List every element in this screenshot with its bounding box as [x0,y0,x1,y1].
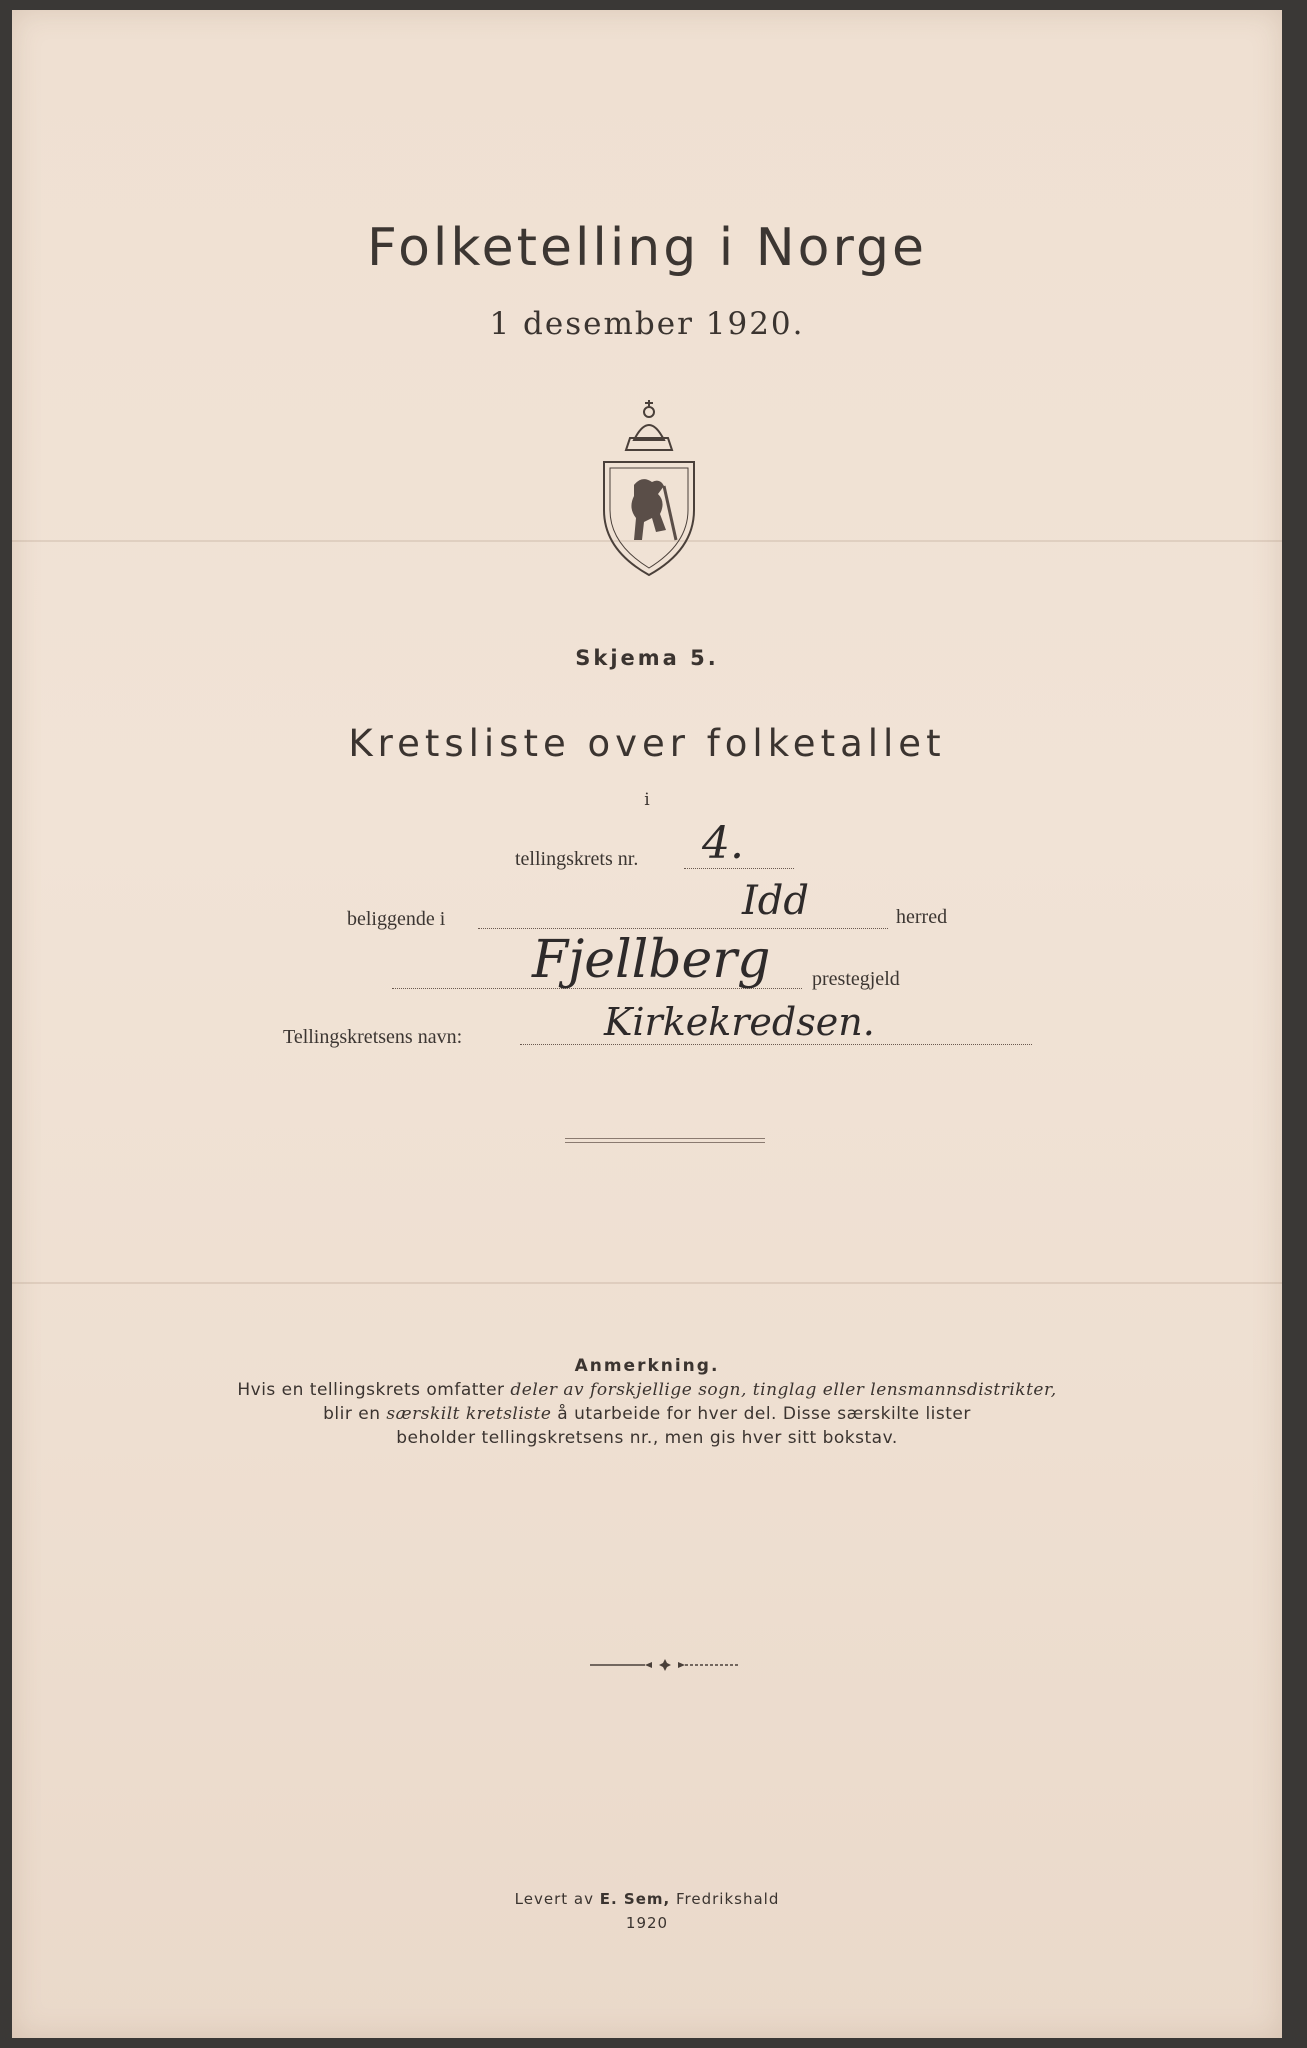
herred-label: herred [896,906,948,928]
krets-navn-label: Tellingskretsens navn: [283,1026,463,1048]
note-line-1-italic: deler av forskjellige sogn, tinglag eller lensmannsdistrikter, [510,1380,1057,1400]
note-line-2-rest: å utarbeide for hver del. Disse særskilte lister [551,1404,971,1424]
schema-label: Skjema 5. [575,646,719,670]
prestegjeld-name: Fjellberg [532,930,771,990]
krets-navn-value: Kirkekredsen. [604,1000,875,1044]
note-line-2-italic: særskilt kretsliste [386,1404,552,1424]
note-line-2-text: blir en [323,1404,387,1424]
printer-line [12,1890,1282,1908]
printer-city: Fredrikshald [670,1890,780,1908]
separator-rule [565,1142,765,1143]
printer-prefix: Levert av [514,1890,600,1908]
ornament-divider-icon [590,1658,740,1672]
krets-navn-line [520,1044,1032,1045]
note-line-1-text: Hvis en tellingskrets omfatter [237,1380,511,1400]
printer-year: 1920 [625,1914,669,1932]
norwegian-coat-of-arms-icon [594,390,704,580]
printer-name: E. Sem, [599,1890,671,1908]
separator-rule [565,1138,765,1139]
connector-text: i [644,790,650,810]
beliggende-line [478,928,888,929]
tellingskrets-label: tellingskrets nr. [515,848,639,870]
fold-line [12,1282,1282,1284]
herred-name: Idd [742,878,810,924]
note-line-1 [12,1380,1282,1400]
note-heading: Anmerkning. [574,1356,720,1376]
prestegjeld-label: prestegjeld [812,968,900,990]
note-line-2 [12,1404,1282,1424]
document-title: Folketelling i Norge [367,218,927,278]
tellingskrets-number: 4. [702,818,744,869]
document-date: 1 desember 1920. [489,306,805,342]
beliggende-label: beliggende i [347,908,446,930]
form-heading: Kretsliste over folketallet [348,722,946,765]
note-line-3: beholder tellingskretsens nr., men gis hver sitt bokstav. [396,1428,898,1448]
census-form-page [12,10,1282,2038]
